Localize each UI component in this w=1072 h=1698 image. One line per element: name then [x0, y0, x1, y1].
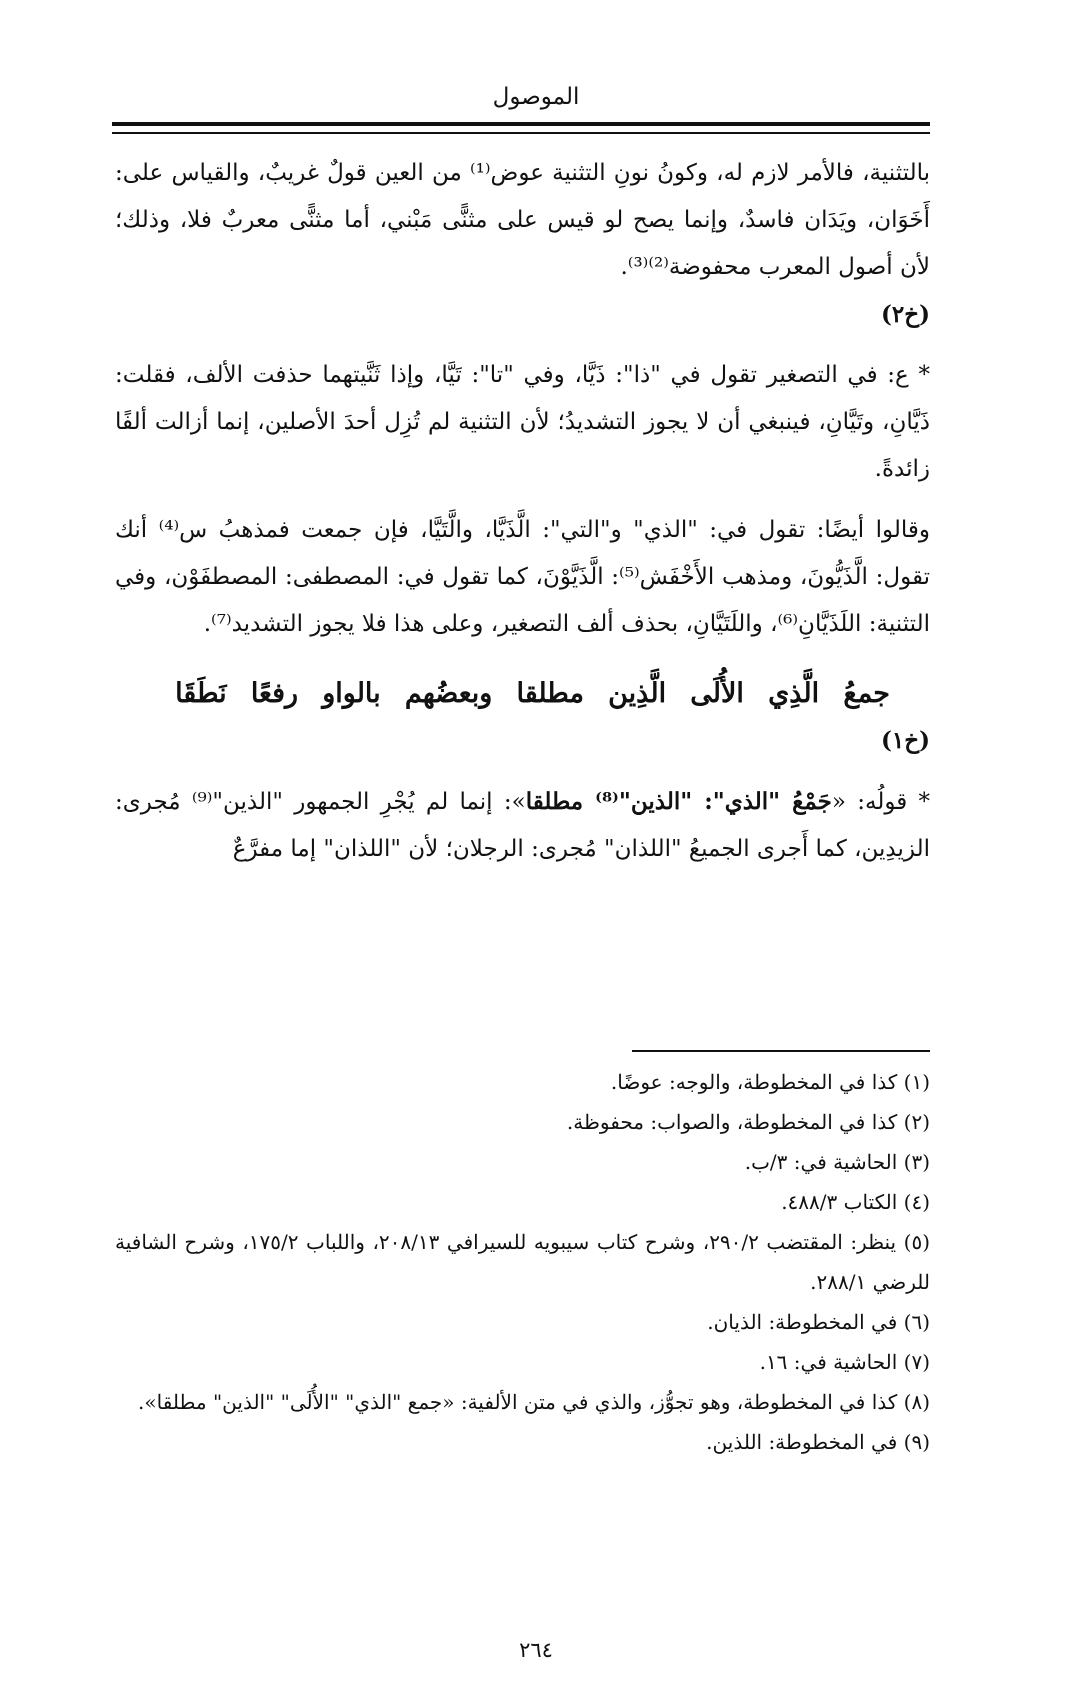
footnote-6: (٦) في المخطوطة: الذيان. [707, 1310, 930, 1334]
footnote-7: (٧) الحاشية في: ١٦. [759, 1350, 930, 1374]
verse-word: الَّذِين [608, 678, 667, 709]
footnote-separator [632, 1050, 930, 1052]
paragraph-2: * ع: في التصغير تقول في "ذا": ذَيَّا، وفي "تا": تَيَّا، وإذا ثَنَّيتهما حذفت الألف، فقلت: ذَيَّانِ، وتَيَّانِ، فينبغي أن لا يجوز التشديدُ؛ لأن التثنية لم تُزِل أحدَ الأصلين، إنما أزالت ألفًا زائدةً. [115, 362, 930, 482]
footnote-3: (٣) الحاشية في: ٣/ب. [744, 1150, 930, 1174]
running-header: الموصول [492, 84, 580, 110]
verse-word: نَطَقَا [175, 678, 227, 709]
main-text [115, 150, 930, 873]
footnote-2: (٢) كذا في المخطوطة، والصواب: محفوظة. [566, 1110, 930, 1134]
footnote-4: (٤) الكتاب ٤٨٨/٣. [781, 1190, 930, 1214]
page-number: ٢٦٤ [519, 1638, 553, 1662]
verse-word: جمعُ [843, 678, 890, 709]
footnote-1: (١) كذا في المخطوطة، والوجه: عوضًا. [610, 1070, 930, 1094]
paragraph-4-prefix: * قولُه: « [831, 789, 930, 815]
verse-word: الأُلَى [690, 678, 744, 709]
alfiyya-verse [115, 670, 930, 717]
footnotes [115, 1062, 930, 1462]
footnote-8: (٨) كذا في المخطوطة، وهو تجوُّز، والذي في متن الألفية: «جمع "الذي" "الأُلَى" "الذين" مطلقا». [138, 1390, 930, 1414]
verse-word: رفعًا [250, 678, 299, 709]
header-rule-thin [112, 132, 930, 134]
paragraph-4-rest: »: إنما لم يُجْرِ الجمهور "الذين"⁽⁹⁾ مُجرى: الزيدِين، كما أَجرى الجميعُ "اللذان" مُجرى: الرجلان؛ لأن "اللذان" إما مفرَّعٌ [115, 789, 930, 862]
paragraph-4 [115, 778, 930, 873]
section-label-kh1: (خ١) [881, 727, 930, 754]
header-rule-thick [112, 122, 930, 126]
paragraph-1: بالتثنية، فالأمر لازم له، وكونُ نونِ التثنية عوض⁽¹⁾ من العين قولٌ غريبٌ، والقياس على: أَخَوَان، ويَدَان فاسدٌ، وإنما يصح لو قيس على مثنًّى مَبْني، أما مثنًّى معربٌ فلا، وذلك؛ لأن أصول المعرب محفوضة⁽²⁾⁽³⁾. [115, 160, 931, 280]
verse-word: وبعضُهم [404, 678, 493, 709]
verse-word: بالواو [322, 678, 381, 709]
footnote-5: (٥) ينظر: المقتضب ٢٩٠/٢، وشرح كتاب سيبويه للسيرافي ٢٠٨/١٣، واللباب ١٧٥/٢، وشرح الشافية للرضي ٢٨٨/١. [115, 1230, 930, 1294]
paragraph-3: وقالوا أيضًا: تقول في: "الذي" و"التي": الَّذَيَّا، والَّتَيَّا، فإن جمعت فمذهبُ س⁽⁴⁾ أنك تقول: الَّذَيُّونَ، ومذهب الأَخْفَش⁽⁵⁾: الَّذَيَّوْنَ، كما تقول في: المصطفى: المصطفَوْن، وفي التثنية: اللَذَيَّانِ⁽⁶⁾، واللَتَيَّانِ، بحذف ألف التصغير، وعلى هذا فلا يجوز التشديد⁽⁷⁾. [115, 517, 931, 637]
paragraph-4-quote: جَمْعُ "الذي": "الذين"⁽⁸⁾ مطلقا [525, 788, 832, 815]
verse-word: الَّذِي [768, 678, 820, 709]
footnote-9: (٩) في المخطوطة: اللذين. [706, 1430, 930, 1454]
verse-word: مطلقا [516, 678, 584, 709]
section-label-kh2: (خ٢) [881, 301, 930, 328]
